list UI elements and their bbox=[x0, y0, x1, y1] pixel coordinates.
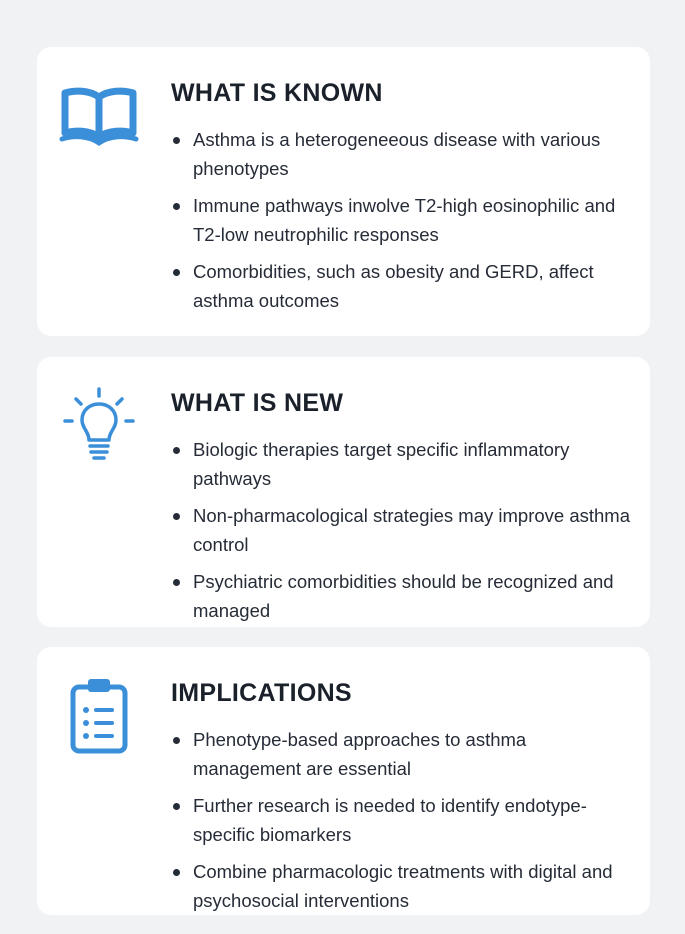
lightbulb-icon bbox=[59, 385, 139, 465]
list-item: Combine pharmacologic treatments with digital and psychosocial interventions bbox=[171, 857, 632, 915]
what-is-known-card bbox=[37, 47, 650, 336]
implications-card bbox=[37, 647, 650, 915]
list-item: Non-pharmacological strategies may improve asthma control bbox=[171, 501, 632, 559]
bullet-list bbox=[171, 125, 632, 323]
section-title: IMPLICATIONS bbox=[171, 679, 352, 707]
list-item: Comorbidities, such as obesity and GERD, affect asthma outcomes bbox=[171, 257, 632, 315]
section-title: WHAT IS KNOWN bbox=[171, 79, 383, 107]
section-title: WHAT IS NEW bbox=[171, 389, 344, 417]
list-item: Phenotype-based approaches to asthma management are essential bbox=[171, 725, 632, 783]
bullet-list bbox=[171, 435, 632, 633]
what-is-new-card bbox=[37, 357, 650, 627]
bullet-list bbox=[171, 725, 632, 923]
list-item: Biologic therapies target specific inflammatory pathways bbox=[171, 435, 632, 493]
list-item: Asthma is a heterogeneeous disease with various phenotypes bbox=[171, 125, 632, 183]
clipboard-icon bbox=[59, 675, 139, 755]
list-item: Further research is needed to identify endotype-specific biomarkers bbox=[171, 791, 632, 849]
list-item: Psychiatric comorbidities should be recognized and managed bbox=[171, 567, 632, 625]
open-book-icon bbox=[59, 75, 139, 155]
list-item: Immune pathways inwolve T2-high eosinophilic and T2-low neutrophilic responses bbox=[171, 191, 632, 249]
